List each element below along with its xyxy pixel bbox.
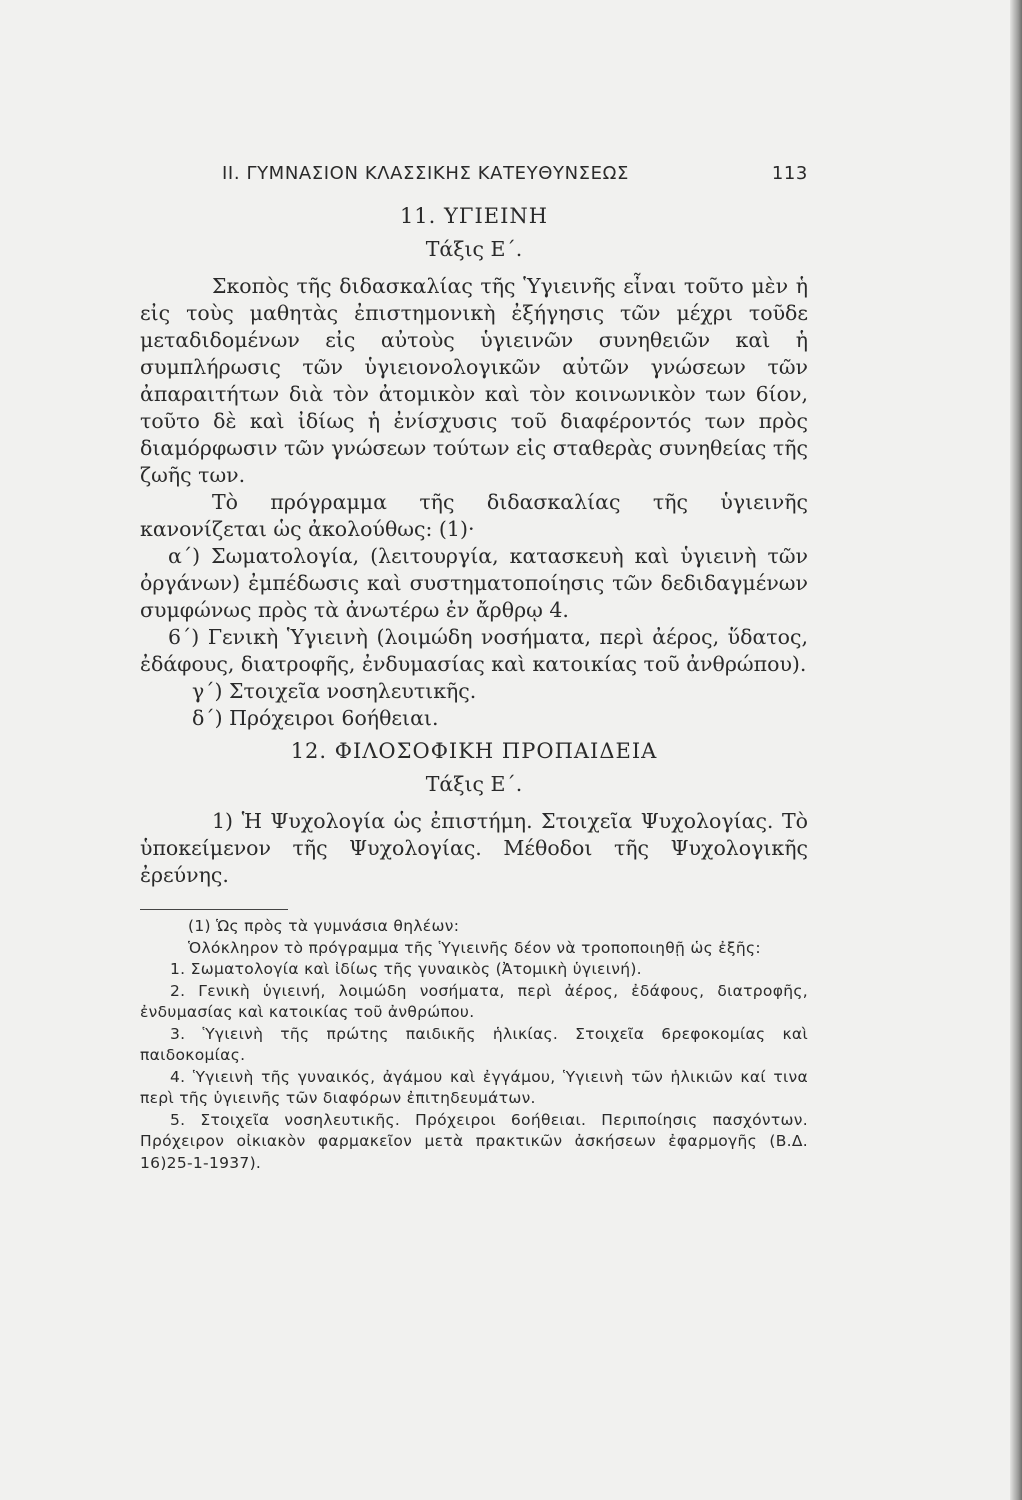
section-12-title: 12. ΦΙΛΟΣΟΦΙΚΗ ΠΡΟΠΑΙΔΕΙΑ — [290, 739, 658, 763]
section-11-item-c: γ΄) Στοιχεῖα νοσηλευτικῆς. — [192, 679, 477, 703]
section-12-item-1: 1) Ἡ Ψυχολογία ὡς ἐπιστήμη. Στοιχεῖα Ψυχολογίας. Τὸ ὑποκείμενον τῆς Ψυχολογίας. Μέθοδοι τῆς Ψυχολογικῆς ἐρεύνης. — [140, 809, 808, 887]
footnote-item: 4. Ὑγιεινὴ τῆς γυναικός, ἀγάμου καὶ ἐγγάμου, Ὑγιεινὴ τῶν ἡλικιῶν καί τινα περὶ τῆς ὑγιεινῆς τῶν διαφόρων ἐπιτηδευμάτων. — [140, 1067, 808, 1107]
footnote-item: 2. Γενικὴ ὑγιεινή, λοιμώδη νοσήματα, περὶ ἀέρος, ἐδάφους, διατροφῆς, ἐνδυμασίας καὶ κατοικίας τοῦ ἀνθρώπου. — [140, 981, 808, 1021]
footnote-item: 1. Σωματολογία καὶ ἰδίως τῆς γυναικὸς (Ἀτομικὴ ὑγιεινή). — [170, 960, 642, 978]
book-spine-edge — [1010, 0, 1022, 1500]
footnote-intro: (1) Ὡς πρὸς τὰ γυμνάσια θηλέων: — [188, 917, 460, 935]
footnote-lead: Ὁλόκληρον τὸ πρόγραμμα τῆς Ὑγιεινῆς δέον νὰ τροποποιηθῇ ὡς ἐξῆς: — [188, 938, 761, 957]
section-11-class: Τάξις Ε΄. — [425, 237, 523, 261]
page-number: 113 — [771, 163, 808, 184]
section-11-item-b: 6΄) Γενικὴ Ὑγιεινὴ (λοιμώδη νοσήματα, περὶ ἀέρος, ὕδατος, ἐδάφους, διατροφῆς, ἐνδυμασίας καὶ κατοικίας τοῦ ἀνθρώπου). — [140, 625, 808, 676]
chapter-title: II. ΓΥΜΝΑΣΙΟΝ ΚΛΑΣΣΙΚΗΣ ΚΑΤΕΥΘΥΝΣΕΩΣ — [222, 163, 629, 184]
page-body — [140, 160, 808, 1174]
section-11-item-a: α΄) Σωματολογία, (λειτουργία, κατασκευὴ καὶ ὑγιεινὴ τῶν ὀργάνων) ἐμπέδωσις καὶ συστηματοποίησις τῶν δεδιδαγμένων συμφώνως πρὸς τὰ ἀνωτέρω ἐν ἄρθρῳ 4. — [140, 544, 808, 622]
footnote-item: 3. Ὑγιεινὴ τῆς πρώτης παιδικῆς ἡλικίας. Στοιχεῖα 6ρεφοκομίας καὶ παιδοκομίας. — [140, 1024, 808, 1064]
section-11-item-d: δ΄) Πρόχειροι 6οήθειαι. — [192, 706, 439, 730]
section-11-paragraph-1: Σκοπὸς τῆς διδασκαλίας τῆς Ὑγιεινῆς εἶναι τοῦτο μὲν ἡ εἰς τοὺς μαθητὰς ἐπιστημονικὴ ἐξήγησις τῶν μέχρι τοῦδε μεταδιδομένων εἰς αὐτοὺς ὑγιεινῶν συνηθειῶν καὶ ἡ συμπλήρωσις τῶν ὑγιειονολογικῶν αὐτῶν γνώσεων τῶν ἀπαραιτήτων διὰ τὸν ἀτομικὸν καὶ τὸν κοινωνικὸν των 6ίον, τοῦτο δὲ καὶ ἰδίως ἡ ἐνίσχυσις τοῦ διαφέροντός των πρὸς διαμόρφωσιν τῶν γνώσεων τούτων εἰς σταθερὰς συνηθείας τῆς ζωῆς των. — [140, 274, 808, 487]
footnotes — [140, 916, 808, 1174]
running-header — [140, 160, 808, 187]
section-11-title: 11. ΥΓΙΕΙΝΗ — [399, 204, 549, 228]
footnote-divider — [140, 909, 288, 910]
footnote-item: 5. Στοιχεῖα νοσηλευτικῆς. Πρόχειροι 6οήθειαι. Περιποίησις πασχόντων. Πρόχειρον οἰκιακὸν φαρμακεῖον μετὰ πρακτικῶν ἀσκήσεων ἐφαρμογῆς (Β.Δ. 16)25-1-1937). — [140, 1110, 808, 1172]
section-12-class: Τάξις Ε΄. — [425, 772, 523, 796]
section-11-paragraph-2: Τὸ πρόγραμμα τῆς διδασκαλίας τῆς ὑγιεινῆς κανονίζεται ὡς ἀκολούθως: (1)· — [140, 490, 808, 541]
